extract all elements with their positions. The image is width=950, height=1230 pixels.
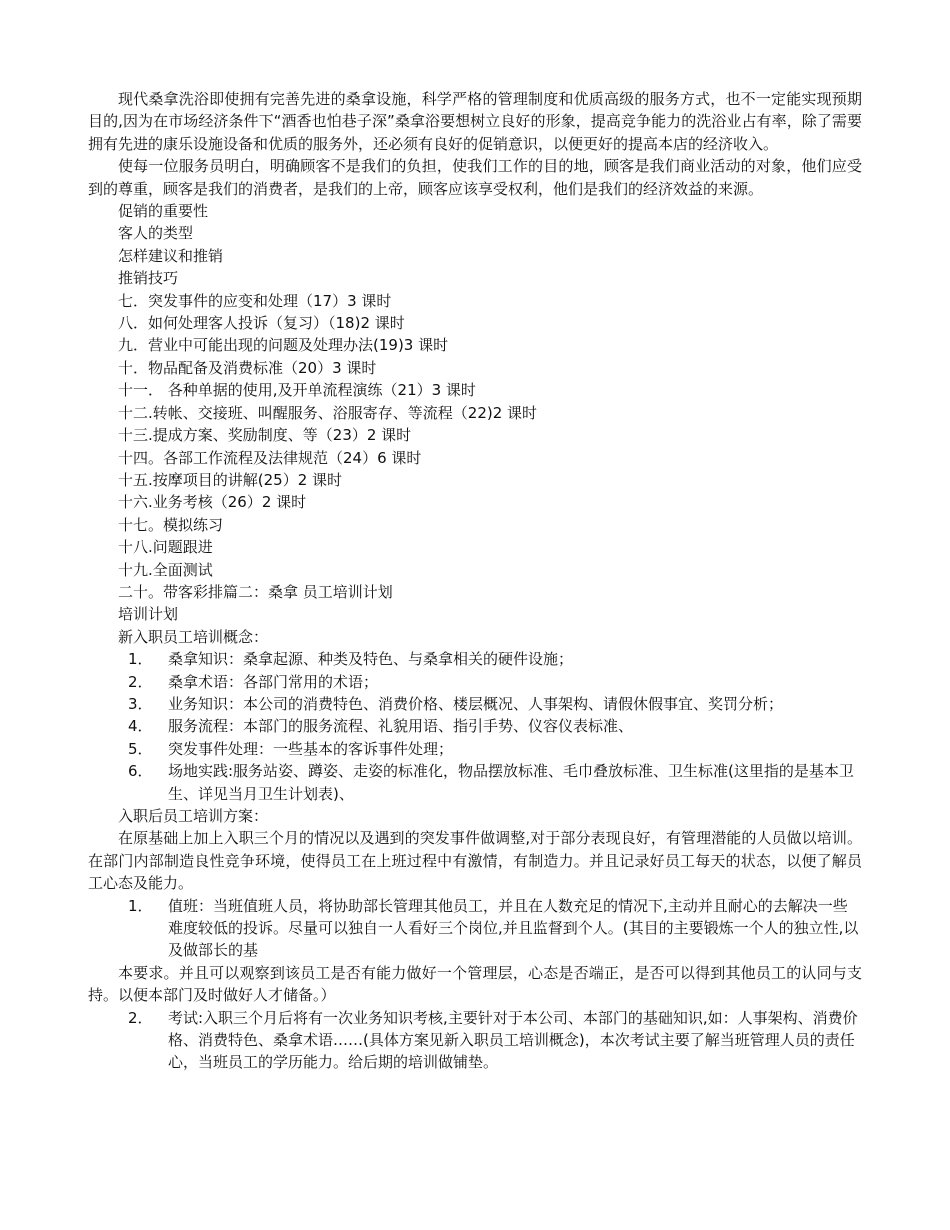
paragraph-plan: 在原基础上加上入职三个月的情况以及遇到的突发事件做调整,对于部分表现良好，有管理潜能的人员做以培训。在部门内部制造良性竞争环境，使得员工在上班过程中有激情，有制造力。并且记录好员工每天的状态，以便了解员工心态及能力。 [88,829,862,893]
item-number: 5． [128,739,153,758]
outline-line: 十七。模拟练习 [118,515,224,534]
outline-line: 十九.全面测试 [118,560,213,579]
item-number: 1． [128,896,153,915]
item-text: 突发事件处理：一些基本的客诉事件处理； [168,739,454,758]
item-text: 桑拿知识：桑拿起源、种类及特色、与桑拿相关的硬件设施； [168,650,574,669]
paragraph-continuation: 本要求。并且可以观察到该员工是否有能力做好一个管理层，心态是否端正，是否可以得到其他员工的认同与支持。以便本部门及时做好人才储备。） [88,963,862,1005]
list-item [88,648,862,670]
outline-line: 十一． 各种单据的使用,及开单流程演练（21）3 课时 [118,381,476,400]
outline-line: 推销技巧 [118,269,179,288]
new-staff-training-list [88,648,862,805]
list-item [88,760,862,805]
item-number: 4． [128,717,153,736]
outline-line: 九．营业中可能出现的问题及处理办法(19)3 课时 [118,336,449,355]
paragraph-intro: 现代桑拿洗浴即使拥有完善先进的桑拿设施，科学严格的管理制度和优质高级的服务方式，也不一定能实现预期目的,因为在市场经济条件下“酒香也怕巷子深”桑拿浴要想树立良好的形象，提高竞争能力的洗浴业占有率，除了需要拥有先进的康乐设施设备和优质的服务外，还必须有良好的促销意识，以便更好的提高本店的经济收入。 [88,90,862,153]
item-text: 值班：当班值班人员，将协助部长管理其他员工，并且在人数充足的情况下,主动并且耐心的去解决一些难度较低的投诉。尽量可以独自一人看好三个岗位,并且监督到个人。(其目的主要锻炼一个人的独立性,以及做部长的基 [168,896,859,960]
outline-line: 八．如何处理客人投诉（复习）（18)2 课时 [118,314,405,333]
item-number: 3． [128,694,153,713]
list-item [88,715,862,737]
outline-line: 二十。带客彩排篇二：桑拿 员工培训计划 [118,582,393,601]
outline-list [88,200,862,648]
outline-line: 十．物品配备及消费标准（20）3 课时 [118,358,377,377]
outline-line: 客人的类型 [118,224,194,243]
outline-line: 培训计划 [118,605,179,624]
list-item [88,693,862,715]
outline-line: 十五.按摩项目的讲解(25）2 课时 [118,470,343,489]
outline-line: 十三.提成方案、奖励制度、等（23）2 课时 [118,426,412,445]
outline-line: 怎样建议和推销 [118,246,224,265]
list-item [88,671,862,693]
item-number: 2． [128,672,153,691]
paragraph-staff: 使每一位服务员明白，明确顾客不是我们的负担，使我们工作的目的地，顾客是我们商业活动的对象，他们应受到的尊重，顾客是我们的消费者，是我们的上帝，顾客应该享受权利，他们是我们的经济效益的来源。 [88,157,862,198]
item-number: 2． [128,1008,153,1027]
item-text: 桑拿术语：各部门常用的术语； [168,672,379,691]
outline-line: 促销的重要性 [118,202,209,221]
list-item [88,738,862,760]
item-text: 业务知识：本公司的消费特色、消费价格、楼层概况、人事架构、请假休假事宜、奖罚分析； [168,694,784,713]
outline-line: 十八.问题跟进 [118,538,213,557]
outline-line: 十四。各部工作流程及法律规范（24）6 课时 [118,448,422,467]
item-text: 服务流程：本部门的服务流程、礼貌用语、指引手势、仪容仪表标准、 [168,717,634,736]
item-number: 6． [128,762,153,781]
outline-line: 七．突发事件的应变和处理（17）3 课时 [118,291,392,310]
outline-line: 十六.业务考核（26）2 课时 [118,493,307,512]
list-item [88,895,862,962]
list-item [88,1007,862,1074]
section-title: 入职后员工培训方案： [118,807,269,825]
outline-line: 十二.转帐、交接班、叫醒服务、浴服寄存、等流程（22)2 课时 [118,403,538,422]
item-text: 场地实践:服务站姿、蹲姿、走姿的标准化，物品摆放标准、毛巾叠放标准、卫生标准(这里指的是基本卫生、详见当月卫生计划表)、 [168,762,854,803]
item-text: 考试:入职三个月后将有一次业务知识考核,主要针对于本公司、本部门的基础知识,如：人事架构、消费价格、消费特色、桑拿术语……(具体方案见新入职员工培训概念)，本次考试主要了解当班管理人员的责任心，当班员工的学历能力。给后期的培训做铺垫。 [168,1008,858,1072]
item-number: 1． [128,650,153,669]
outline-line: 新入职员工培训概念： [118,627,269,646]
